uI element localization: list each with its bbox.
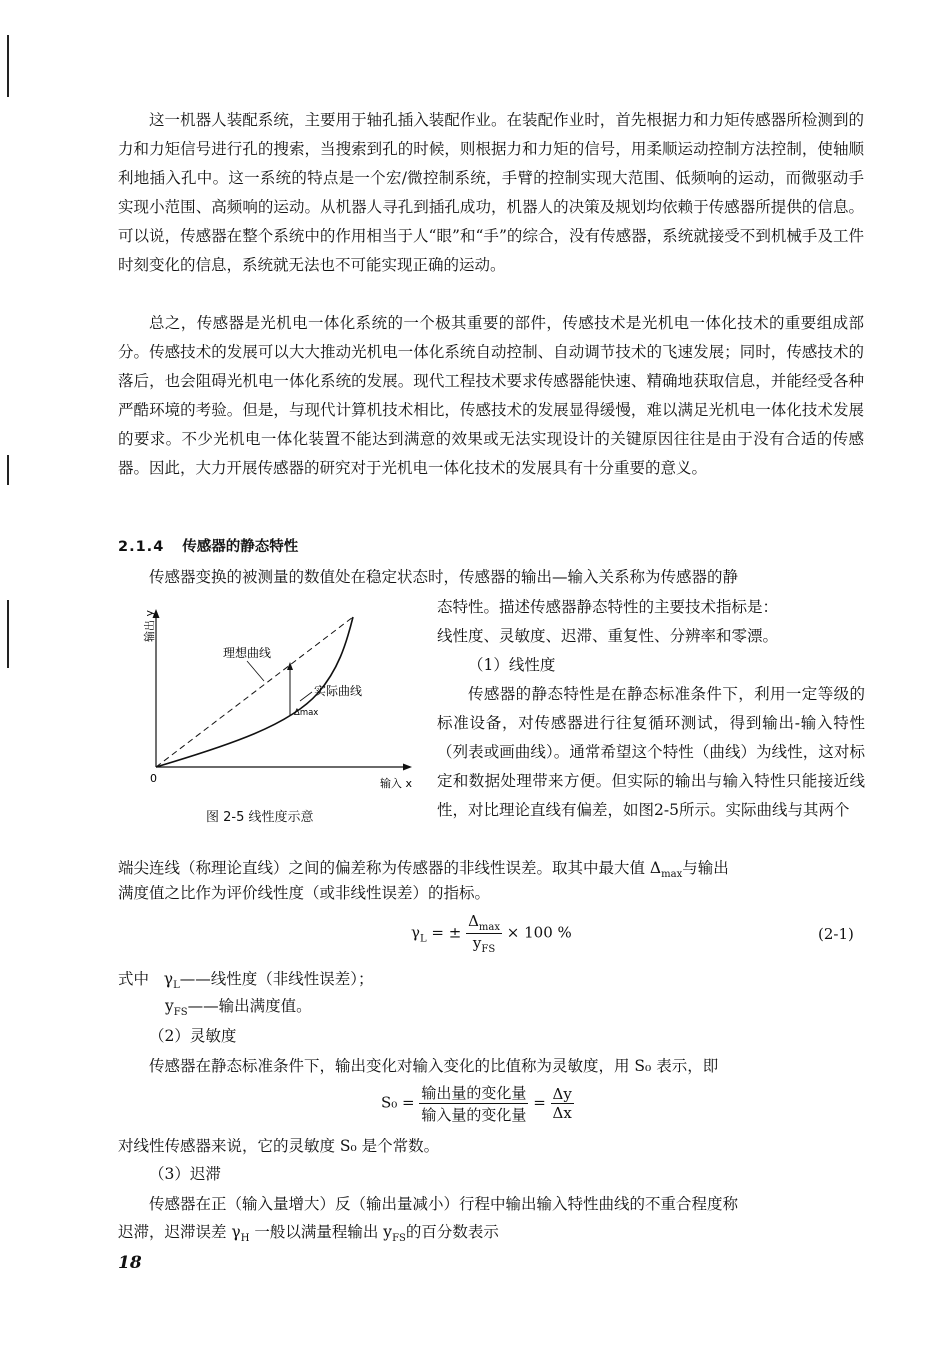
hysteresis-text-c: 的百分数表示 (405, 1223, 499, 1241)
after-figure-text-b: 与输出 (682, 859, 729, 877)
where-y-text: ——输出满度值。 (187, 997, 312, 1015)
scan-artifact (7, 35, 9, 97)
denominator-symbol: y (472, 934, 482, 952)
x-axis-label: 输入 x (380, 777, 413, 790)
paragraph-summary: 总之，传感器是光机电一体化系统的一个极其重要的部件，传感技术是光机电一体化技术的重要组成部分。传感技术的发展可以大大推动光机电一体化系统自动控制、自动调节技术的飞速发展；同时，传感技术的落后，也会阻碍光机电一体化系统的发展。现代工程技术要求传感器能快速、精确地获取信息，并能经受各种严酷环境的考验。但是，与现代计算机技术相比，传感技术的发展显得缓慢，难以满足光机电一体化技术发展的要求。不少光机电一体化装置不能达到满意的效果或无法实现设计的关键原因往往是由于没有合适的传感器。因此，大力开展传感器的研究对于光机电一体化技术的发展具有十分重要的意义。 (118, 314, 864, 477)
formula-lhs: γ (411, 923, 420, 942)
hysteresis-sub-h: H (240, 1233, 250, 1245)
linearity-text: 传感器的静态特性是在静态标准条件下，利用一定等级的标准设备，对传感器进行往复循环测试，得到输出-输入特性（列表或画曲线）。通常希望这个特性（曲线）为线性，这对标定和数据处理带来方便。但实际的输出与输入特性只能接近线性，对比理论直线有偏差，如图2-5所示。实际曲线与其两个 (437, 685, 865, 819)
formula-numerator (466, 912, 502, 934)
formula-sensitivity (381, 1082, 574, 1125)
where-prefix: 式中 (118, 970, 150, 988)
numerator-symbol: Δ (468, 912, 479, 930)
where-gamma-sub: L (173, 980, 180, 992)
s0-lhs: S₀ = (381, 1093, 420, 1112)
static-char-line2: 线性度、灵敏度、迟滞、重复性、分辨率和零漂。 (437, 627, 779, 645)
hysteresis-line2 (118, 1218, 499, 1253)
after-figure-line2: 满度值之比作为评价线性度（或非线性误差）的指标。 (118, 884, 491, 902)
ideal-leader (247, 661, 264, 681)
paragraph-robot-assembly: 这一机器人装配系统，主要用于轴孔插入装配作业。在装配作业时，首先根据力和力矩传感器所检测到的力和力矩信号进行孔的搜索，当搜索到孔的时候，则根据力和力矩的信号，用柔顺运动控制方法控制，使轴顺利地插入孔中。这一系统的特点是一个宏/微控制系统，手臂的控制实现大范围、低频响的运动，而微驱动手实现小范围、高频响的运动。从机器人寻孔到插孔成功，机器人的决策及规划均依赖于传感器所提供的信息。可以说，传感器在整个系统中的作用相当于人“眼”和“手”的综合，没有传感器，系统就接受不到机械手及工件时刻变化的信息，系统就无法也不可能实现正确的运动。 (118, 111, 864, 274)
hysteresis-text-b: 一般以满量程输出 y (249, 1223, 393, 1241)
where-gamma-text: ——线性度（非线性误差）； (179, 970, 374, 988)
numerator-sub: max (478, 922, 500, 933)
figure-caption: 图 2-5 线性度示意 (206, 810, 314, 825)
actual-curve-label: 实际曲线 (314, 684, 363, 698)
formula-fraction (466, 912, 502, 955)
static-char-line1: 态特性。描述传感器静态特性的主要技术指标是： (437, 598, 779, 616)
x-axis-arrow (403, 764, 412, 771)
hysteresis-sub-fs: FS (392, 1233, 406, 1245)
where-gamma: γ (163, 970, 174, 988)
origin-label: 0 (150, 772, 157, 785)
actual-leader (300, 692, 312, 701)
s0-numerator-symbol: Δy (552, 1085, 572, 1103)
denominator-sub: FS (481, 944, 496, 955)
formula-denominator (466, 934, 502, 955)
where-y-sub: FS (173, 1007, 188, 1019)
item-sensitivity: （2）灵敏度 (149, 1027, 237, 1045)
ideal-curve-label: 理想曲线 (223, 646, 272, 660)
s0-denominator-words: 输入量的变化量 (421, 1106, 527, 1124)
scan-artifact (7, 600, 9, 668)
scan-artifact (7, 455, 9, 485)
formula-tail: × 100 % (502, 923, 572, 942)
after-figure-text-a: 端尖连线（称理论直线）之间的偏差称为传感器的非线性误差。取其中最大值 Δ (118, 859, 662, 877)
item-hysteresis: （3）迟滞 (149, 1165, 221, 1183)
section-number: 2.1.4 (118, 539, 165, 555)
y-axis-label: 输出 y (143, 609, 156, 642)
delta-max-label: Δmax (294, 708, 319, 718)
section-heading (118, 535, 298, 556)
formula-number: (2-1) (818, 925, 854, 943)
formula-lhs-sub: L (419, 933, 427, 945)
page-number: 18 (118, 1253, 142, 1273)
s0-equals: = (528, 1093, 551, 1112)
formula-equals: = ± (426, 923, 467, 942)
sensitivity-line: 传感器在静态标准条件下，输出变化对输入变化的比值称为灵敏度，用 S₀ 表示，即 (149, 1057, 719, 1075)
item-linearity: （1）线性度 (468, 656, 556, 674)
sensitivity-note: 对线性传感器来说，它的灵敏度 S₀ 是个常数。 (118, 1137, 440, 1155)
s0-fraction-words (419, 1082, 528, 1125)
section-title: 传感器的静态特性 (182, 539, 299, 555)
s0-denominator-symbol: Δx (552, 1104, 572, 1122)
static-intro-line: 传感器变换的被测量的数值处在稳定状态时，传感器的输出—输入关系称为传感器的静 (149, 568, 739, 586)
delta-max-subscript: max (661, 869, 683, 881)
hysteresis-text-a: 迟滞，迟滞误差 γ (118, 1223, 241, 1241)
s0-numerator-words: 输出量的变化量 (421, 1084, 527, 1102)
linearity-diagram (140, 605, 415, 805)
where-y: y (165, 997, 174, 1015)
hysteresis-line1: 传感器在正（输入量增大）反（输出量减小）行程中输出输入特性曲线的不重合程度称 (149, 1195, 739, 1213)
formula-linearity (411, 912, 572, 955)
s0-fraction-symbols (551, 1085, 574, 1122)
figure-linearity (140, 605, 415, 835)
